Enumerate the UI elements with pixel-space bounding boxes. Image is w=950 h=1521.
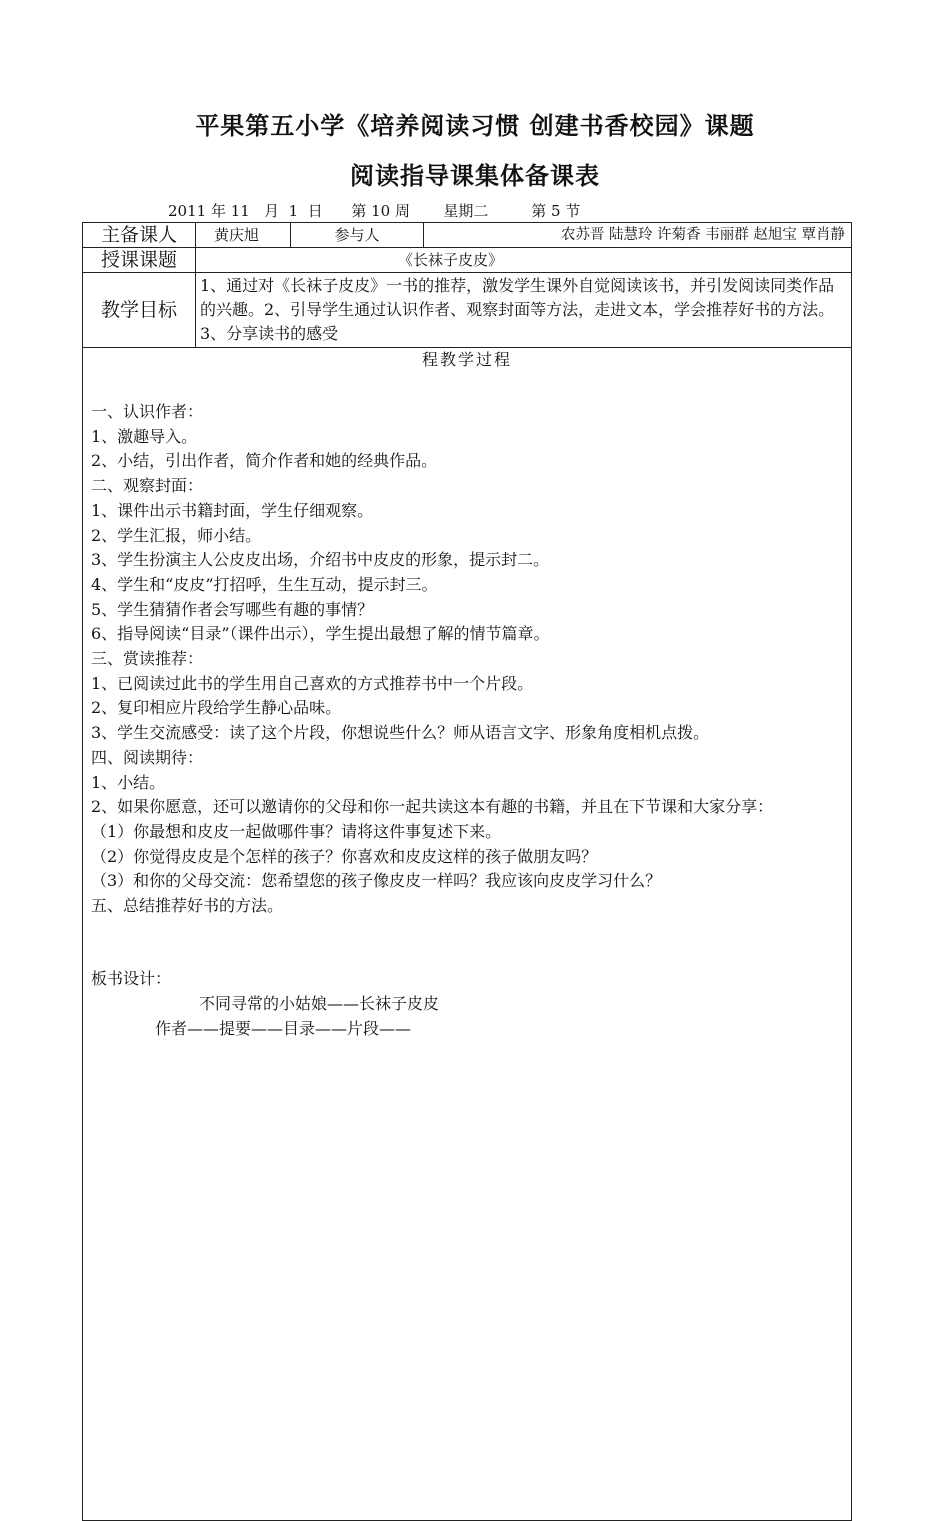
date-line: 2011 年 11 月 1 日 第 10 周 星期二 第 5 节 [168, 202, 581, 220]
topic-value: 《长袜子皮皮》 [196, 248, 852, 273]
teaching-process-cell [83, 348, 852, 1521]
process-line: 6、指导阅读“目录”（课件出示），学生提出最想了解的情节篇章。 [91, 624, 550, 644]
process-line: （1）你最想和皮皮一起做哪件事？请将这件事复述下来。 [91, 821, 502, 841]
document-title: 平果第五小学《培养阅读习惯 创建书香校园》课题 [195, 112, 755, 140]
process-line: （3）和你的父母交流：您希望您的孩子像皮皮一样吗？我应该向皮皮学习什么？ [91, 871, 662, 891]
goal-value: 1、通过对《长袜子皮皮》一书的推荐，激发学生课外自觉阅读该书，并引发阅读同类作品的兴趣。2、引导学生通过认识作者、观察封面等方法，走进文本，学会推荐好书的方法。3、分享读书的感受 [196, 273, 852, 348]
board-design-label: 板书设计： [91, 969, 172, 988]
process-line: 1、已阅读过此书的学生用自己喜欢的方式推荐书中一个片段。 [91, 673, 534, 693]
board-design-line: 不同寻常的小姑娘——长袜子皮皮 [199, 994, 440, 1013]
document-subtitle: 阅读指导课集体备课表 [350, 162, 600, 190]
process-line: （2）你觉得皮皮是个怎样的孩子？你喜欢和皮皮这样的孩子做朋友吗？ [91, 846, 598, 866]
process-heading: 程教学过程 [421, 350, 512, 369]
lead-teacher-label: 主备课人 [83, 223, 196, 248]
process-line: 3、学生扮演主人公皮皮出场，介绍书中皮皮的形象，提示封二。 [91, 550, 550, 570]
process-line: 2、学生汇报，师小结。 [91, 525, 262, 545]
process-line: 一、认识作者： [91, 402, 204, 421]
lead-teacher-value: 黄庆旭 [196, 223, 291, 248]
process-line: 1、小结。 [91, 772, 166, 792]
process-content [91, 400, 845, 919]
process-line: 2、如果你愿意，还可以邀请你的父母和你一起共读这本有趣的书籍，并且在下节课和大家分享： [91, 797, 774, 817]
process-line: 3、学生交流感受：读了这个片段，你想说些什么？师从语言文字、形象角度相机点拨。 [91, 723, 710, 743]
lesson-plan-table [82, 222, 852, 1521]
board-design-line: 作者——提要——目录——片段—— [155, 1019, 412, 1038]
process-line: 四、阅读期待： [91, 747, 204, 767]
process-line: 二、观察封面： [91, 476, 204, 496]
process-line: 1、课件出示书籍封面，学生仔细观察。 [91, 500, 374, 520]
process-line: 5、学生猜猜作者会写哪些有趣的事情？ [91, 599, 374, 619]
topic-label: 授课课题 [83, 248, 196, 273]
process-line: 五、总结推荐好书的方法。 [91, 896, 284, 916]
process-line: 三、赏读推荐： [91, 649, 204, 669]
process-line: 4、学生和“皮皮”打招呼，生生互动，提示封三。 [91, 574, 438, 594]
participants-value: 农苏晋 陆慧玲 许菊香 韦丽群 赵旭宝 覃肖静 [424, 223, 852, 248]
participants-label: 参与人 [291, 223, 424, 248]
process-line: 2、复印相应片段给学生静心品味。 [91, 698, 342, 718]
goal-label: 教学目标 [83, 273, 196, 348]
process-line: 1、激趣导入。 [91, 426, 198, 446]
process-line: 2、小结，引出作者，简介作者和她的经典作品。 [91, 451, 438, 471]
